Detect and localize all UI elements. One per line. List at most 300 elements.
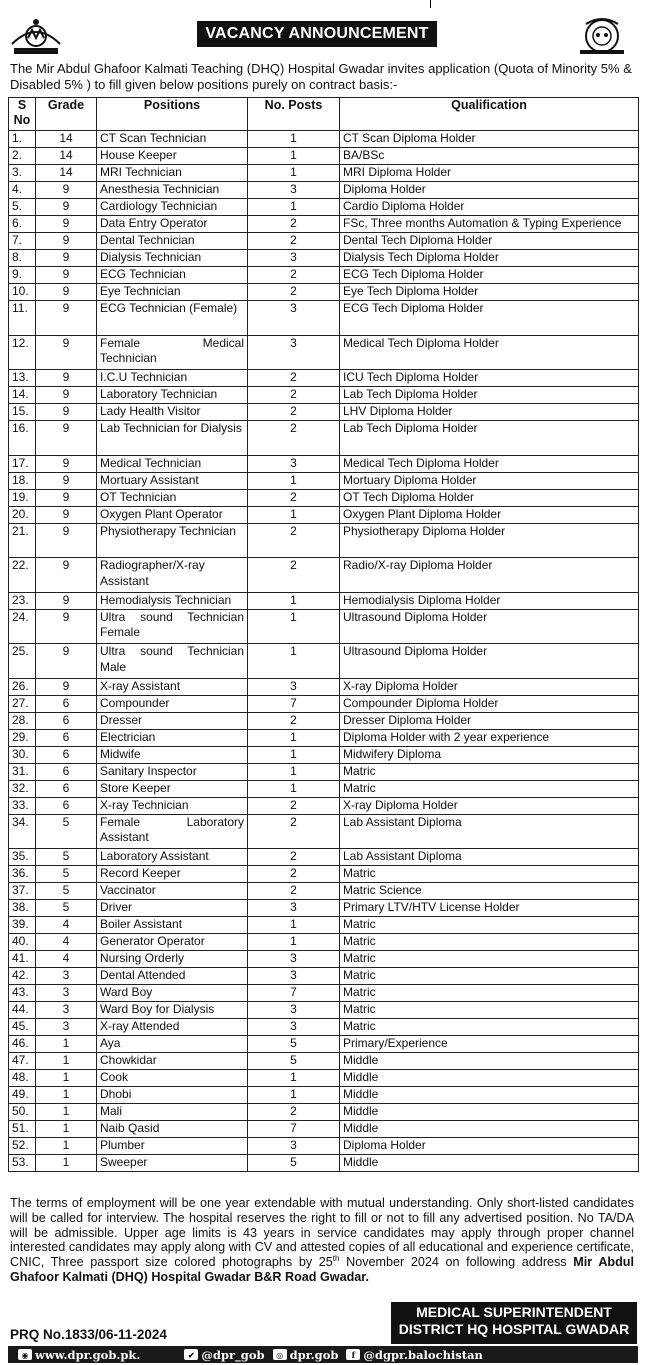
- cell-posts: 3: [248, 335, 340, 370]
- cell-position: X-ray Attended: [97, 1019, 248, 1036]
- signature-office: DISTRICT HQ HOSPITAL GWADAR: [398, 1321, 630, 1337]
- cell-sno: 42.: [9, 968, 36, 985]
- table-row: [9, 780, 639, 797]
- cell-qualification: FSc, Three months Automation & Typing Experience: [340, 216, 639, 233]
- table-row: [9, 866, 639, 883]
- cell-position: House Keeper: [97, 148, 248, 165]
- cell-sno: 12.: [9, 335, 36, 370]
- header-positions: Positions: [97, 98, 248, 131]
- cell-sno: 34.: [9, 814, 36, 849]
- cell-posts: 2: [248, 284, 340, 301]
- cell-grade: 1: [36, 1036, 97, 1053]
- table-row: [9, 455, 639, 472]
- table-row: [9, 523, 639, 558]
- cell-sno: 53.: [9, 1155, 36, 1172]
- cell-grade: 1: [36, 1053, 97, 1070]
- cell-qualification: Middle: [340, 1053, 639, 1070]
- table-row: [9, 284, 639, 301]
- cell-position: Nursing Orderly: [97, 951, 248, 968]
- cell-position: Driver: [97, 900, 248, 917]
- table-row: [9, 233, 639, 250]
- cell-position: Female Medical Technician: [97, 335, 248, 370]
- twitter-text: @dpr_gob: [201, 1347, 265, 1362]
- header-sno: S No: [9, 98, 36, 131]
- cell-grade: 6: [36, 712, 97, 729]
- cell-sno: 23.: [9, 592, 36, 609]
- table-row: [9, 404, 639, 421]
- cell-position: Hemodialysis Technician: [97, 592, 248, 609]
- cell-qualification: Lab Tech Diploma Holder: [340, 387, 639, 404]
- cell-position: Physiotherapy Technician: [97, 523, 248, 558]
- cell-grade: 9: [36, 233, 97, 250]
- prq-number: PRQ No.1833/06-11-2024: [10, 1327, 167, 1342]
- cell-sno: 10.: [9, 284, 36, 301]
- cell-qualification: Compounder Diploma Holder: [340, 695, 639, 712]
- facebook-icon: f: [346, 1349, 360, 1360]
- table-row: [9, 1053, 639, 1070]
- cell-sno: 29.: [9, 729, 36, 746]
- cell-posts: 5: [248, 1155, 340, 1172]
- cell-posts: 3: [248, 182, 340, 199]
- cell-position: Eye Technician: [97, 284, 248, 301]
- cell-sno: 46.: [9, 1036, 36, 1053]
- cell-posts: 2: [248, 370, 340, 387]
- table-row: [9, 592, 639, 609]
- cell-posts: 3: [248, 1138, 340, 1155]
- cell-sno: 37.: [9, 883, 36, 900]
- table-row: [9, 746, 639, 763]
- cell-posts: 3: [248, 678, 340, 695]
- table-row: [9, 1019, 639, 1036]
- cell-sno: 35.: [9, 849, 36, 866]
- cell-posts: 7: [248, 1121, 340, 1138]
- table-header-row: [9, 98, 639, 131]
- cell-position: Lab Technician for Dialysis: [97, 421, 248, 456]
- cell-grade: 14: [36, 148, 97, 165]
- terms-text: The terms of employment will be one year extendable with mutual understanding. Only short-listed candidates will be called for interview. The hospital reserves the right to fill or not to fill any advertised position. No TA/DA will be admissible. Upper age limits is 43 years in service candidates may apply through proper channel interested candidates may apply along with CV and attested copies of all educational and experience certificate, CNIC, Three passport size colored photographs by 25: [10, 1196, 634, 1270]
- cell-sno: 21.: [9, 523, 36, 558]
- cell-posts: 7: [248, 985, 340, 1002]
- cell-qualification: Matric: [340, 934, 639, 951]
- cell-position: X-ray Assistant: [97, 678, 248, 695]
- cell-sno: 5.: [9, 199, 36, 216]
- cell-posts: 2: [248, 267, 340, 284]
- table-row: [9, 182, 639, 199]
- table-row: [9, 729, 639, 746]
- cell-posts: 2: [248, 558, 340, 593]
- cell-sno: 3.: [9, 165, 36, 182]
- cell-position: I.C.U Technician: [97, 370, 248, 387]
- cell-grade: 5: [36, 849, 97, 866]
- table-row: [9, 1070, 639, 1087]
- cell-grade: 9: [36, 335, 97, 370]
- cell-qualification: LHV Diploma Holder: [340, 404, 639, 421]
- cell-sno: 27.: [9, 695, 36, 712]
- cell-posts: 2: [248, 216, 340, 233]
- cell-qualification: X-ray Diploma Holder: [340, 678, 639, 695]
- table-row: [9, 301, 639, 336]
- table-row: [9, 267, 639, 284]
- twitter-icon: ✔: [184, 1349, 198, 1360]
- cell-qualification: Lab Assistant Diploma: [340, 849, 639, 866]
- cell-grade: 9: [36, 267, 97, 284]
- cell-position: Ward Boy for Dialysis: [97, 1002, 248, 1019]
- cell-sno: 18.: [9, 472, 36, 489]
- cell-sno: 1.: [9, 131, 36, 148]
- cell-qualification: Midwifery Diploma: [340, 746, 639, 763]
- cell-grade: 9: [36, 199, 97, 216]
- cell-grade: 3: [36, 985, 97, 1002]
- table-row: [9, 917, 639, 934]
- cell-position: Dialysis Technician: [97, 250, 248, 267]
- cell-grade: 9: [36, 182, 97, 199]
- cell-grade: 9: [36, 472, 97, 489]
- cell-position: MRI Technician: [97, 165, 248, 182]
- cell-qualification: Lab Assistant Diploma: [340, 814, 639, 849]
- instagram-icon: ◎: [273, 1349, 287, 1360]
- cell-position: Laboratory Technician: [97, 387, 248, 404]
- cell-sno: 41.: [9, 951, 36, 968]
- table-row: [9, 814, 639, 849]
- cell-sno: 38.: [9, 900, 36, 917]
- cell-posts: 1: [248, 199, 340, 216]
- cell-posts: 3: [248, 900, 340, 917]
- table-row: [9, 1087, 639, 1104]
- table-row: [9, 148, 639, 165]
- table-row: [9, 335, 639, 370]
- cell-qualification: Middle: [340, 1155, 639, 1172]
- cell-grade: 9: [36, 455, 97, 472]
- cell-position: Ultra sound Technician Female: [97, 609, 248, 644]
- cell-posts: 2: [248, 404, 340, 421]
- cell-grade: 1: [36, 1087, 97, 1104]
- cell-qualification: Oxygen Plant Diploma Holder: [340, 506, 639, 523]
- table-row: [9, 216, 639, 233]
- cell-position: OT Technician: [97, 489, 248, 506]
- table-row: [9, 712, 639, 729]
- cell-posts: 1: [248, 644, 340, 679]
- cell-qualification: BA/BSc: [340, 148, 639, 165]
- cell-grade: 6: [36, 780, 97, 797]
- cell-posts: 3: [248, 1002, 340, 1019]
- cell-grade: 9: [36, 489, 97, 506]
- cell-qualification: Ultrasound Diploma Holder: [340, 609, 639, 644]
- cell-position: Dhobi: [97, 1087, 248, 1104]
- table-row: [9, 951, 639, 968]
- header-posts: No. Posts: [248, 98, 340, 131]
- cell-grade: 5: [36, 866, 97, 883]
- cell-qualification: CT Scan Diploma Holder: [340, 131, 639, 148]
- table-row: [9, 900, 639, 917]
- cell-position: Female Laboratory Assistant: [97, 814, 248, 849]
- cell-grade: 1: [36, 1155, 97, 1172]
- table-row: [9, 131, 639, 148]
- cell-grade: 9: [36, 404, 97, 421]
- table-row: [9, 472, 639, 489]
- date-suffix: th: [332, 1254, 340, 1263]
- cell-position: Sweeper: [97, 1155, 248, 1172]
- cell-grade: 3: [36, 1002, 97, 1019]
- cell-posts: 1: [248, 934, 340, 951]
- cell-sno: 24.: [9, 609, 36, 644]
- cell-sno: 16.: [9, 421, 36, 456]
- cell-qualification: Matric: [340, 866, 639, 883]
- cell-posts: 1: [248, 472, 340, 489]
- table-row: [9, 1002, 639, 1019]
- cell-posts: 1: [248, 609, 340, 644]
- cell-position: Store Keeper: [97, 780, 248, 797]
- cell-posts: 1: [248, 1070, 340, 1087]
- table-row: [9, 763, 639, 780]
- cell-position: ECG Technician (Female): [97, 301, 248, 336]
- cell-grade: 4: [36, 934, 97, 951]
- cell-qualification: Medical Tech Diploma Holder: [340, 455, 639, 472]
- cell-qualification: Diploma Holder with 2 year experience: [340, 729, 639, 746]
- cell-qualification: Dialysis Tech Diploma Holder: [340, 250, 639, 267]
- cell-posts: 1: [248, 780, 340, 797]
- table-row: [9, 678, 639, 695]
- cell-position: Ward Boy: [97, 985, 248, 1002]
- footer-twitter[interactable]: [184, 1348, 264, 1362]
- cell-sno: 49.: [9, 1087, 36, 1104]
- cell-qualification: Matric: [340, 917, 639, 934]
- cell-posts: 2: [248, 1104, 340, 1121]
- cell-position: Sanitary Inspector: [97, 763, 248, 780]
- cell-sno: 51.: [9, 1121, 36, 1138]
- cell-sno: 9.: [9, 267, 36, 284]
- cell-grade: 5: [36, 883, 97, 900]
- intro-paragraph: The Mir Abdul Ghafoor Kalmati Teaching (DHQ) Hospital Gwadar invites application (Quota of Minority 5% & Disabled 5% ) to fill given below positions purely on contract basis:-: [10, 61, 632, 92]
- cell-grade: 9: [36, 678, 97, 695]
- cell-position: Generator Operator: [97, 934, 248, 951]
- cell-position: Record Keeper: [97, 866, 248, 883]
- cell-posts: 2: [248, 421, 340, 456]
- table-row: [9, 165, 639, 182]
- cell-posts: 3: [248, 968, 340, 985]
- cell-qualification: OT Tech Diploma Holder: [340, 489, 639, 506]
- cell-qualification: Middle: [340, 1070, 639, 1087]
- table-row: [9, 387, 639, 404]
- footer-website[interactable]: [18, 1348, 140, 1362]
- cell-grade: 3: [36, 968, 97, 985]
- cell-sno: 17.: [9, 455, 36, 472]
- cell-qualification: Middle: [340, 1087, 639, 1104]
- cell-sno: 40.: [9, 934, 36, 951]
- cell-grade: 6: [36, 729, 97, 746]
- cell-posts: 2: [248, 523, 340, 558]
- government-seal-icon: [574, 14, 630, 58]
- footer-facebook[interactable]: [346, 1348, 483, 1362]
- cell-grade: 1: [36, 1121, 97, 1138]
- cell-sno: 11.: [9, 301, 36, 336]
- cell-position: Laboratory Assistant: [97, 849, 248, 866]
- cell-qualification: Medical Tech Diploma Holder: [340, 335, 639, 370]
- cell-posts: 3: [248, 250, 340, 267]
- cell-sno: 14.: [9, 387, 36, 404]
- cell-posts: 2: [248, 712, 340, 729]
- cell-sno: 15.: [9, 404, 36, 421]
- cell-sno: 44.: [9, 1002, 36, 1019]
- cell-position: Electrician: [97, 729, 248, 746]
- cell-position: Medical Technician: [97, 455, 248, 472]
- cell-grade: 1: [36, 1138, 97, 1155]
- cell-qualification: ICU Tech Diploma Holder: [340, 370, 639, 387]
- cell-position: Boiler Assistant: [97, 917, 248, 934]
- cell-posts: 5: [248, 1053, 340, 1070]
- cell-qualification: Dresser Diploma Holder: [340, 712, 639, 729]
- cell-posts: 5: [248, 1036, 340, 1053]
- cell-posts: 2: [248, 387, 340, 404]
- cell-grade: 9: [36, 387, 97, 404]
- cell-sno: 32.: [9, 780, 36, 797]
- cell-posts: 2: [248, 797, 340, 814]
- cell-grade: 9: [36, 644, 97, 679]
- cell-grade: 5: [36, 814, 97, 849]
- cell-grade: 4: [36, 951, 97, 968]
- cell-grade: 6: [36, 797, 97, 814]
- cell-position: Dresser: [97, 712, 248, 729]
- cell-position: Chowkidar: [97, 1053, 248, 1070]
- cell-qualification: Matric: [340, 1002, 639, 1019]
- table-row: [9, 370, 639, 387]
- cell-posts: 1: [248, 746, 340, 763]
- cell-sno: 50.: [9, 1104, 36, 1121]
- table-row: [9, 644, 639, 679]
- hospital-address: Mir Abdul Ghafoor Kalmati (DHQ) Hospital Gwadar B&R Road Gwadar.: [10, 1255, 635, 1284]
- cell-posts: 2: [248, 849, 340, 866]
- cell-qualification: Primary/Experience: [340, 1036, 639, 1053]
- cell-posts: 1: [248, 131, 340, 148]
- cell-position: Vaccinator: [97, 883, 248, 900]
- cell-posts: 2: [248, 866, 340, 883]
- cell-position: Anesthesia Technician: [97, 182, 248, 199]
- cell-position: Mali: [97, 1104, 248, 1121]
- header-grade: Grade: [36, 98, 97, 131]
- cell-posts: 1: [248, 148, 340, 165]
- cell-position: Aya: [97, 1036, 248, 1053]
- table-row: [9, 849, 639, 866]
- cell-qualification: Lab Tech Diploma Holder: [340, 421, 639, 456]
- cell-position: Mortuary Assistant: [97, 472, 248, 489]
- table-row: [9, 1036, 639, 1053]
- cell-sno: 31.: [9, 763, 36, 780]
- cell-position: Cook: [97, 1070, 248, 1087]
- cell-position: Compounder: [97, 695, 248, 712]
- cell-position: Plumber: [97, 1138, 248, 1155]
- cell-grade: 9: [36, 421, 97, 456]
- cell-position: Ultra sound Technician Male: [97, 644, 248, 679]
- globe-icon: ◉: [18, 1349, 32, 1360]
- cell-qualification: MRI Diploma Holder: [340, 165, 639, 182]
- cell-qualification: Diploma Holder: [340, 1138, 639, 1155]
- cell-posts: 1: [248, 763, 340, 780]
- cell-qualification: Primary LTV/HTV License Holder: [340, 900, 639, 917]
- cell-position: ECG Technician: [97, 267, 248, 284]
- cell-qualification: Matric: [340, 985, 639, 1002]
- cell-sno: 7.: [9, 233, 36, 250]
- signature-title: MEDICAL SUPERINTENDENT: [416, 1304, 612, 1320]
- table-row: [9, 934, 639, 951]
- table-row: [9, 1121, 639, 1138]
- cell-sno: 47.: [9, 1053, 36, 1070]
- table-row: [9, 985, 639, 1002]
- cell-qualification: Middle: [340, 1121, 639, 1138]
- cell-sno: 4.: [9, 182, 36, 199]
- cell-grade: 6: [36, 746, 97, 763]
- cell-sno: 22.: [9, 558, 36, 593]
- cell-qualification: Mortuary Diploma Holder: [340, 472, 639, 489]
- cell-posts: 2: [248, 883, 340, 900]
- cell-grade: 9: [36, 592, 97, 609]
- table-row: [9, 199, 639, 216]
- cell-position: Data Entry Operator: [97, 216, 248, 233]
- cell-posts: 3: [248, 951, 340, 968]
- table-row: [9, 558, 639, 593]
- cell-sno: 48.: [9, 1070, 36, 1087]
- table-row: [9, 609, 639, 644]
- cell-grade: 9: [36, 370, 97, 387]
- cell-grade: 1: [36, 1070, 97, 1087]
- cell-qualification: ECG Tech Diploma Holder: [340, 267, 639, 284]
- cell-posts: 3: [248, 301, 340, 336]
- table-row: [9, 489, 639, 506]
- cell-posts: 1: [248, 729, 340, 746]
- cell-grade: 3: [36, 1019, 97, 1036]
- cell-qualification: Matric Science: [340, 883, 639, 900]
- cell-sno: 33.: [9, 797, 36, 814]
- cell-position: X-ray Technician: [97, 797, 248, 814]
- table-row: [9, 1138, 639, 1155]
- cell-grade: 9: [36, 523, 97, 558]
- table-row: [9, 883, 639, 900]
- vacancy-table: [8, 97, 639, 1172]
- cell-sno: 13.: [9, 370, 36, 387]
- table-row: [9, 797, 639, 814]
- cell-sno: 52.: [9, 1138, 36, 1155]
- divider: [430, 0, 431, 8]
- cell-qualification: X-ray Diploma Holder: [340, 797, 639, 814]
- cell-position: Radiographer/X-ray Assistant: [97, 558, 248, 593]
- cell-sno: 20.: [9, 506, 36, 523]
- cell-qualification: Eye Tech Diploma Holder: [340, 284, 639, 301]
- cell-grade: 9: [36, 558, 97, 593]
- cell-sno: 30.: [9, 746, 36, 763]
- table-row: [9, 695, 639, 712]
- cell-position: Dental Technician: [97, 233, 248, 250]
- cell-qualification: Middle: [340, 1104, 639, 1121]
- terms-text-2: November 2024 on following address: [339, 1255, 574, 1270]
- cell-posts: 2: [248, 233, 340, 250]
- table-row: [9, 250, 639, 267]
- cell-sno: 25.: [9, 644, 36, 679]
- cell-qualification: Matric: [340, 951, 639, 968]
- facebook-text: @dgpr.balochistan: [363, 1347, 483, 1362]
- cell-posts: 1: [248, 165, 340, 182]
- table-row: [9, 506, 639, 523]
- website-text: www.dpr.gob.pk.: [35, 1347, 141, 1362]
- header-qualification: Qualification: [340, 98, 639, 131]
- cell-posts: 2: [248, 814, 340, 849]
- page-title: VACANCY ANNOUNCEMENT: [197, 21, 437, 47]
- table-row: [9, 1104, 639, 1121]
- footer-instagram[interactable]: [273, 1348, 339, 1362]
- cell-grade: 6: [36, 695, 97, 712]
- cell-grade: 4: [36, 917, 97, 934]
- cell-grade: 14: [36, 131, 97, 148]
- cell-grade: 6: [36, 763, 97, 780]
- table-row: [9, 421, 639, 456]
- cell-sno: 19.: [9, 489, 36, 506]
